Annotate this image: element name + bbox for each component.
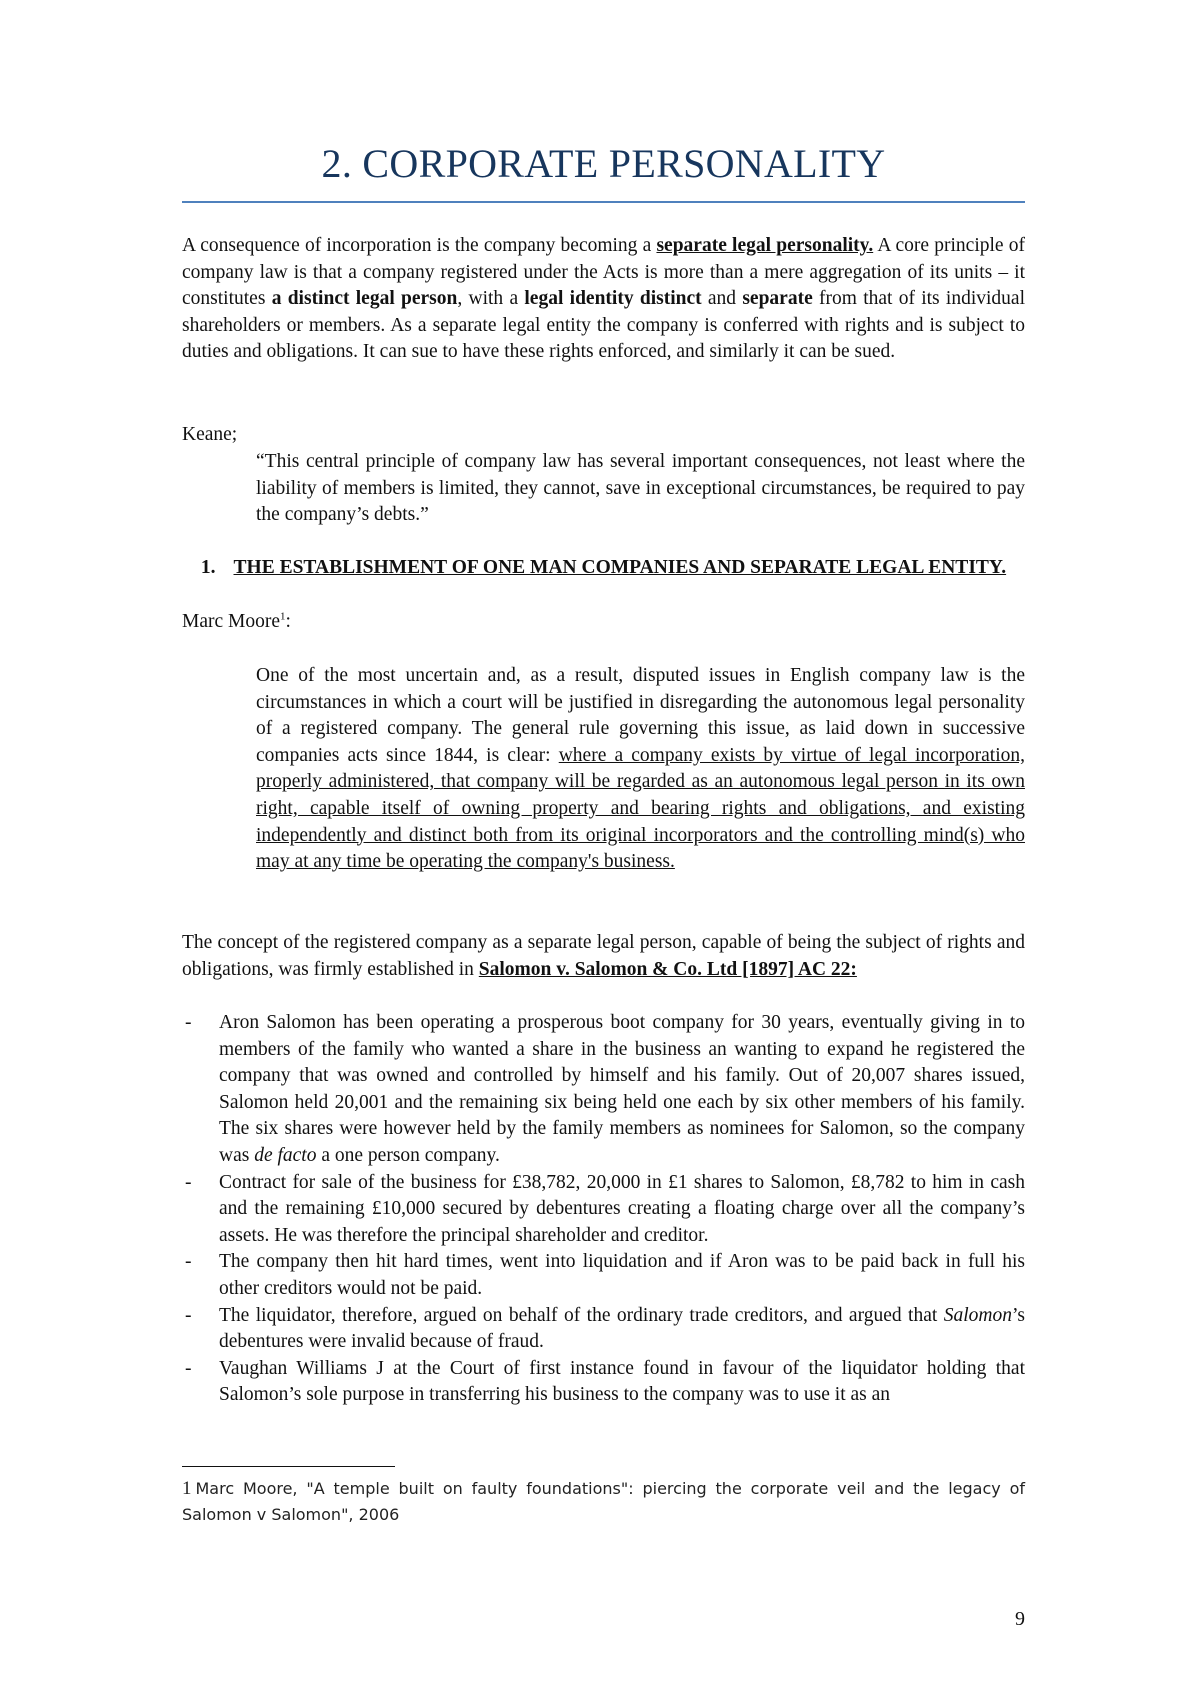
moore-quote [256,663,1025,876]
footnote-text: Marc Moore, "A temple built on faulty foundations": piercing the corporate veil and the legacy of Salomon v Salomon", 2006 [182,1479,1025,1524]
section-number: 1. [200,557,216,578]
list-item-italic: Salomon [943,1304,1012,1326]
list-item-text: Aron Salomon has been operating a prosperous boot company for 30 years, eventually giving in to members of the family who wanted a share in the business an wanting to expand he registered the company that was owned and controlled by himself and his family. Out of 20,007 shares issued, Salomon held 20,001 and the remaining six being held one each by six other members of his family. The six shares were however held by the family members as nominees for Salomon, so the company was [219,1012,1025,1166]
keane-quote: “This central principle of company law has several important consequences, not least where the liability of members is limited, they cannot, save in exceptional circumstances, be required to pay the company’s debts.” [256,451,1025,526]
moore-quote-plain: One of the most uncertain and, as a result, disputed issues in English company law is the circumstances in which a court will be justified in disregarding the autonomous legal personality of a registered company. The general rule governing this issue, as laid down in successive companies acts since 1844, is clear: [256,665,1025,766]
footnote-separator [182,1466,395,1467]
list-item-text: Vaughan Williams J at the Court of first instance found in favour of the liquidator holding that Salomon’s sole purpose in transferring his business to the company was to use it as an [219,1357,1025,1406]
concept-paragraph [182,930,1025,983]
intro-text-5: from that of its individual shareholders or members. As a separate legal entity the company is conferred with rights and is subject to duties and obligations. It can sue to have these rights enforced, and similarly it can be sued. [182,288,1026,363]
intro-bold-distinct-legal-person: a distinct legal person [271,288,458,310]
footnote-reference: 1 [280,610,286,623]
intro-text-3: , with a [457,288,525,310]
intro-bold-separate: separate [742,288,813,310]
list-dash: - [185,1304,192,1326]
list-item [182,1303,1025,1356]
list-item-text: Contract for sale of the business for £38,782, 20,000 in £1 shares to Salomon, £8,782 to him in cash and the remaining £10,000 secured by debentures creating a floating charge over all the company’s assets. He was therefore the principal shareholder and creditor. [219,1171,1025,1246]
intro-text-2: A core principle of company law is that a company registered under the Acts is more than a mere aggregation of its units – it constitutes [182,235,1025,310]
intro-text-4: and [701,288,743,310]
moore-label-suffix: : [285,611,291,632]
list-item [182,1249,1025,1302]
page-title: 2. CORPORATE PERSONALITY [321,141,886,186]
concept-text: The concept of the registered company as a separate legal person, capable of being the subject of rights and obligations, was firmly established in [182,932,1025,980]
title-underline-rule [182,201,1025,203]
list-item [182,1356,1025,1409]
intro-bold-legal-identity: legal identity distinct [524,288,702,310]
keane-label: Keane; [182,424,238,445]
list-item-italic: de facto [254,1144,317,1166]
list-dash: - [185,1357,192,1379]
list-item-text: The company then hit hard times, went into liquidation and if Aron was to be paid back in full his other creditors would not be paid. [219,1251,1025,1299]
page-number: 9 [1015,1608,1025,1630]
footnote [182,1476,1025,1528]
list-item [182,1010,1025,1170]
footnote-number: 1 [182,1478,192,1499]
section-heading [182,555,1025,582]
list-item [182,1170,1025,1250]
moore-quote-underlined: where a company exists by virtue of legal incorporation, properly administered, that company will be regarded as an autonomous legal person in its own right, capable itself of owning property and bearing rights and obligations, and existing independently and distinct both from its original incorporators and the controlling mind(s) who may at any time be operating the company's business. [256,744,1025,873]
list-dash: - [185,1251,192,1273]
salomon-facts-list [182,1010,1025,1409]
intro-bold-separate-legal-personality: separate legal personality. [656,235,874,256]
list-item-text: The liquidator, therefore, argued on behalf of the ordinary trade creditors, and argued that [219,1304,944,1326]
moore-label-text: Marc Moore [182,611,281,632]
moore-label [182,609,291,636]
section-heading-text: THE ESTABLISHMENT OF ONE MAN COMPANIES AND SEPARATE LEGAL ENTITY. [233,557,1007,578]
list-item-text-end: ’s debentures were invalid because of fraud. [219,1304,1025,1353]
salomon-case-citation: Salomon v. Salomon & Co. Ltd [1897] AC 22: [478,958,857,980]
list-dash: - [185,1171,192,1193]
intro-paragraph [182,233,1025,366]
list-item-text-end: a one person company. [316,1144,500,1166]
intro-text-1: A consequence of incorporation is the company becoming a [182,235,657,256]
list-dash: - [185,1012,192,1033]
